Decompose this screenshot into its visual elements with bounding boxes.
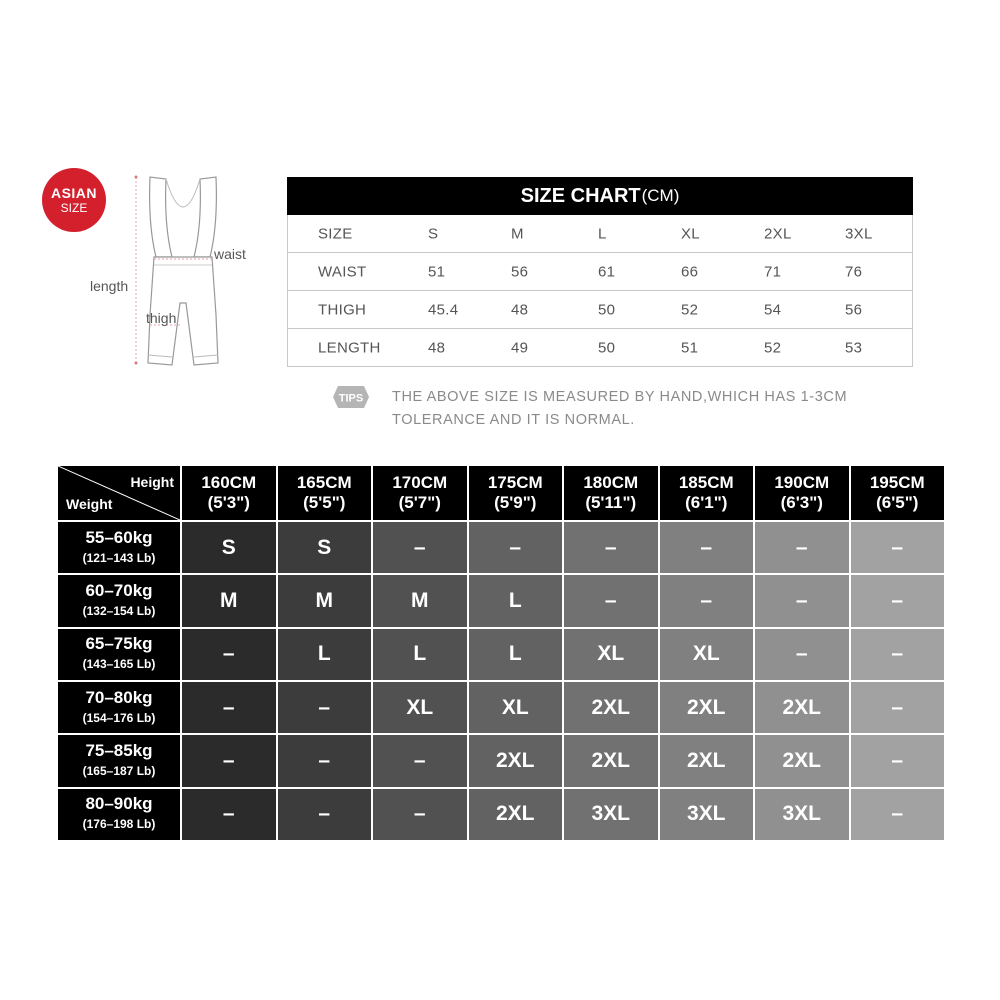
- tips-line2: TOLERANCE AND IT IS NORMAL.: [392, 412, 635, 428]
- fit-size-cell: –: [851, 629, 945, 680]
- weight-kg: 70–80kg: [85, 687, 153, 707]
- weight-header: [58, 735, 180, 786]
- height-ft: (6'5"): [876, 493, 919, 512]
- size-chart-row-label: LENGTH: [318, 339, 381, 356]
- size-chart-cell: 61: [598, 263, 616, 280]
- height-header: [660, 466, 754, 520]
- weight-lb: (121–143 Lb): [82, 550, 156, 565]
- height-ft: (5'9"): [494, 493, 537, 512]
- size-chart-row: [287, 253, 913, 291]
- fit-size-cell: 2XL: [564, 735, 658, 786]
- weight-header: [58, 682, 180, 733]
- fit-size-cell: L: [373, 629, 467, 680]
- fit-size-cell: XL: [373, 682, 467, 733]
- size-chart-cell: 71: [764, 263, 782, 280]
- corner-height-label: Height: [130, 474, 174, 490]
- size-chart-cell: 45.4: [428, 301, 459, 318]
- bib-shorts-illustration: [128, 165, 238, 375]
- size-chart-row-label: THIGH: [318, 301, 367, 318]
- height-ft: (5'7"): [398, 493, 441, 512]
- badge-line2: SIZE: [60, 201, 88, 215]
- size-chart-cell: 49: [511, 339, 529, 356]
- fit-size-cell: M: [182, 575, 276, 626]
- fit-size-cell: 2XL: [660, 735, 754, 786]
- fit-size-cell: –: [278, 789, 372, 840]
- fit-size-cell: –: [373, 789, 467, 840]
- height-cm: 175CM: [487, 473, 543, 492]
- height-cm: 160CM: [201, 473, 257, 492]
- fit-size-cell: –: [182, 735, 276, 786]
- fit-size-cell: –: [182, 682, 276, 733]
- height-header: [755, 466, 849, 520]
- height-cm: 190CM: [774, 473, 830, 492]
- tips-text: [392, 386, 932, 432]
- size-chart-cell: 48: [511, 301, 529, 318]
- fit-table-corner: [58, 466, 180, 520]
- size-chart-row-label: WAIST: [318, 263, 367, 280]
- weight-kg: 60–70kg: [85, 580, 153, 600]
- weight-lb: (176–198 Lb): [82, 817, 156, 832]
- size-chart-unit: (CM): [641, 186, 680, 205]
- weight-header: [58, 629, 180, 680]
- size-chart-cell: 50: [598, 301, 616, 318]
- fit-size-cell: 2XL: [564, 682, 658, 733]
- size-chart-cell: 66: [681, 263, 699, 280]
- height-cm: 170CM: [392, 473, 448, 492]
- fit-size-cell: –: [182, 789, 276, 840]
- fit-size-cell: –: [755, 522, 849, 573]
- size-chart-cell: 3XL: [845, 225, 873, 242]
- fit-size-cell: 3XL: [755, 789, 849, 840]
- height-header: [851, 466, 945, 520]
- fit-size-cell: –: [755, 575, 849, 626]
- fit-size-cell: –: [755, 629, 849, 680]
- height-cm: 195CM: [869, 473, 925, 492]
- asian-size-badge: [42, 168, 106, 232]
- fit-size-cell: M: [278, 575, 372, 626]
- fit-size-cell: –: [851, 789, 945, 840]
- size-chart-cell: 56: [511, 263, 529, 280]
- fit-size-cell: –: [278, 682, 372, 733]
- weight-kg: 55–60kg: [85, 527, 153, 547]
- weight-lb: (132–154 Lb): [82, 603, 156, 618]
- fit-size-cell: XL: [469, 682, 563, 733]
- size-chart-cell: M: [511, 225, 524, 242]
- fit-size-cell: –: [469, 522, 563, 573]
- height-ft: (5'3"): [207, 493, 250, 512]
- fit-size-cell: 3XL: [564, 789, 658, 840]
- fit-size-cell: –: [660, 522, 754, 573]
- height-header: [278, 466, 372, 520]
- fit-size-cell: L: [469, 629, 563, 680]
- height-ft: (5'5"): [303, 493, 346, 512]
- height-header: [564, 466, 658, 520]
- height-cm: 165CM: [296, 473, 352, 492]
- weight-lb: (154–176 Lb): [82, 710, 156, 725]
- height-header: [182, 466, 276, 520]
- tips-icon-label: TIPS: [338, 392, 364, 405]
- fit-size-cell: 2XL: [469, 789, 563, 840]
- fit-size-cell: –: [373, 522, 467, 573]
- weight-kg: 80–90kg: [85, 794, 153, 814]
- height-cm: 180CM: [583, 473, 639, 492]
- size-chart-cell: 76: [845, 263, 863, 280]
- weight-header: [58, 789, 180, 840]
- fit-size-cell: XL: [660, 629, 754, 680]
- size-chart-cell: 51: [428, 263, 446, 280]
- fit-size-cell: L: [469, 575, 563, 626]
- fit-size-cell: –: [851, 682, 945, 733]
- fit-size-cell: –: [851, 575, 945, 626]
- weight-lb: (143–165 Lb): [82, 657, 156, 672]
- size-chart-cell: 52: [681, 301, 699, 318]
- height-cm: 185CM: [678, 473, 734, 492]
- fit-size-cell: 2XL: [660, 682, 754, 733]
- size-chart-cell: 52: [764, 339, 782, 356]
- height-header: [373, 466, 467, 520]
- fit-size-cell: –: [851, 735, 945, 786]
- tips-icon: [330, 383, 372, 411]
- weight-kg: 65–75kg: [85, 634, 153, 654]
- fit-size-cell: –: [373, 735, 467, 786]
- fit-size-cell: M: [373, 575, 467, 626]
- size-chart-cell: 53: [845, 339, 863, 356]
- fit-size-cell: –: [564, 522, 658, 573]
- size-chart-cell: 54: [764, 301, 782, 318]
- weight-header: [58, 522, 180, 573]
- weight-header: [58, 575, 180, 626]
- size-chart-row: [287, 215, 913, 253]
- weight-kg: 75–85kg: [85, 740, 153, 760]
- fit-table: [58, 466, 944, 840]
- length-label: length: [90, 278, 129, 294]
- fit-size-cell: S: [278, 522, 372, 573]
- size-chart-cell: 48: [428, 339, 446, 356]
- height-header: [469, 466, 563, 520]
- size-chart-row: [287, 329, 913, 367]
- fit-size-cell: –: [851, 522, 945, 573]
- size-chart-cell: S: [428, 225, 439, 242]
- fit-size-cell: 2XL: [755, 735, 849, 786]
- height-ft: (5'11"): [585, 493, 637, 512]
- fit-size-cell: 2XL: [755, 682, 849, 733]
- weight-lb: (165–187 Lb): [82, 763, 156, 778]
- badge-line1: ASIAN: [50, 185, 98, 201]
- size-chart-cell: 56: [845, 301, 863, 318]
- tips-line1: THE ABOVE SIZE IS MEASURED BY HAND,WHICH HAS 1-3CM: [392, 389, 848, 405]
- size-chart-cell: 51: [681, 339, 699, 356]
- fit-size-cell: L: [278, 629, 372, 680]
- fit-size-cell: XL: [564, 629, 658, 680]
- fit-size-cell: 2XL: [469, 735, 563, 786]
- fit-size-cell: –: [564, 575, 658, 626]
- fit-size-cell: –: [278, 735, 372, 786]
- size-chart-title: SIZE CHART: [520, 184, 641, 207]
- corner-weight-label: Weight: [66, 496, 113, 512]
- size-chart-cell: XL: [681, 225, 700, 242]
- waist-label: waist: [214, 246, 246, 262]
- size-chart-cell: 50: [598, 339, 616, 356]
- fit-size-cell: –: [182, 629, 276, 680]
- fit-size-cell: S: [182, 522, 276, 573]
- size-chart-row: [287, 291, 913, 329]
- size-chart-header: [287, 177, 913, 215]
- fit-size-cell: –: [660, 575, 754, 626]
- thigh-label: thigh: [146, 310, 177, 326]
- height-ft: (6'3"): [780, 493, 823, 512]
- height-ft: (6'1"): [685, 493, 728, 512]
- size-chart-cell: L: [598, 225, 607, 242]
- size-chart-cell: 2XL: [764, 225, 792, 242]
- size-chart-row-label: SIZE: [318, 225, 353, 242]
- fit-size-cell: 3XL: [660, 789, 754, 840]
